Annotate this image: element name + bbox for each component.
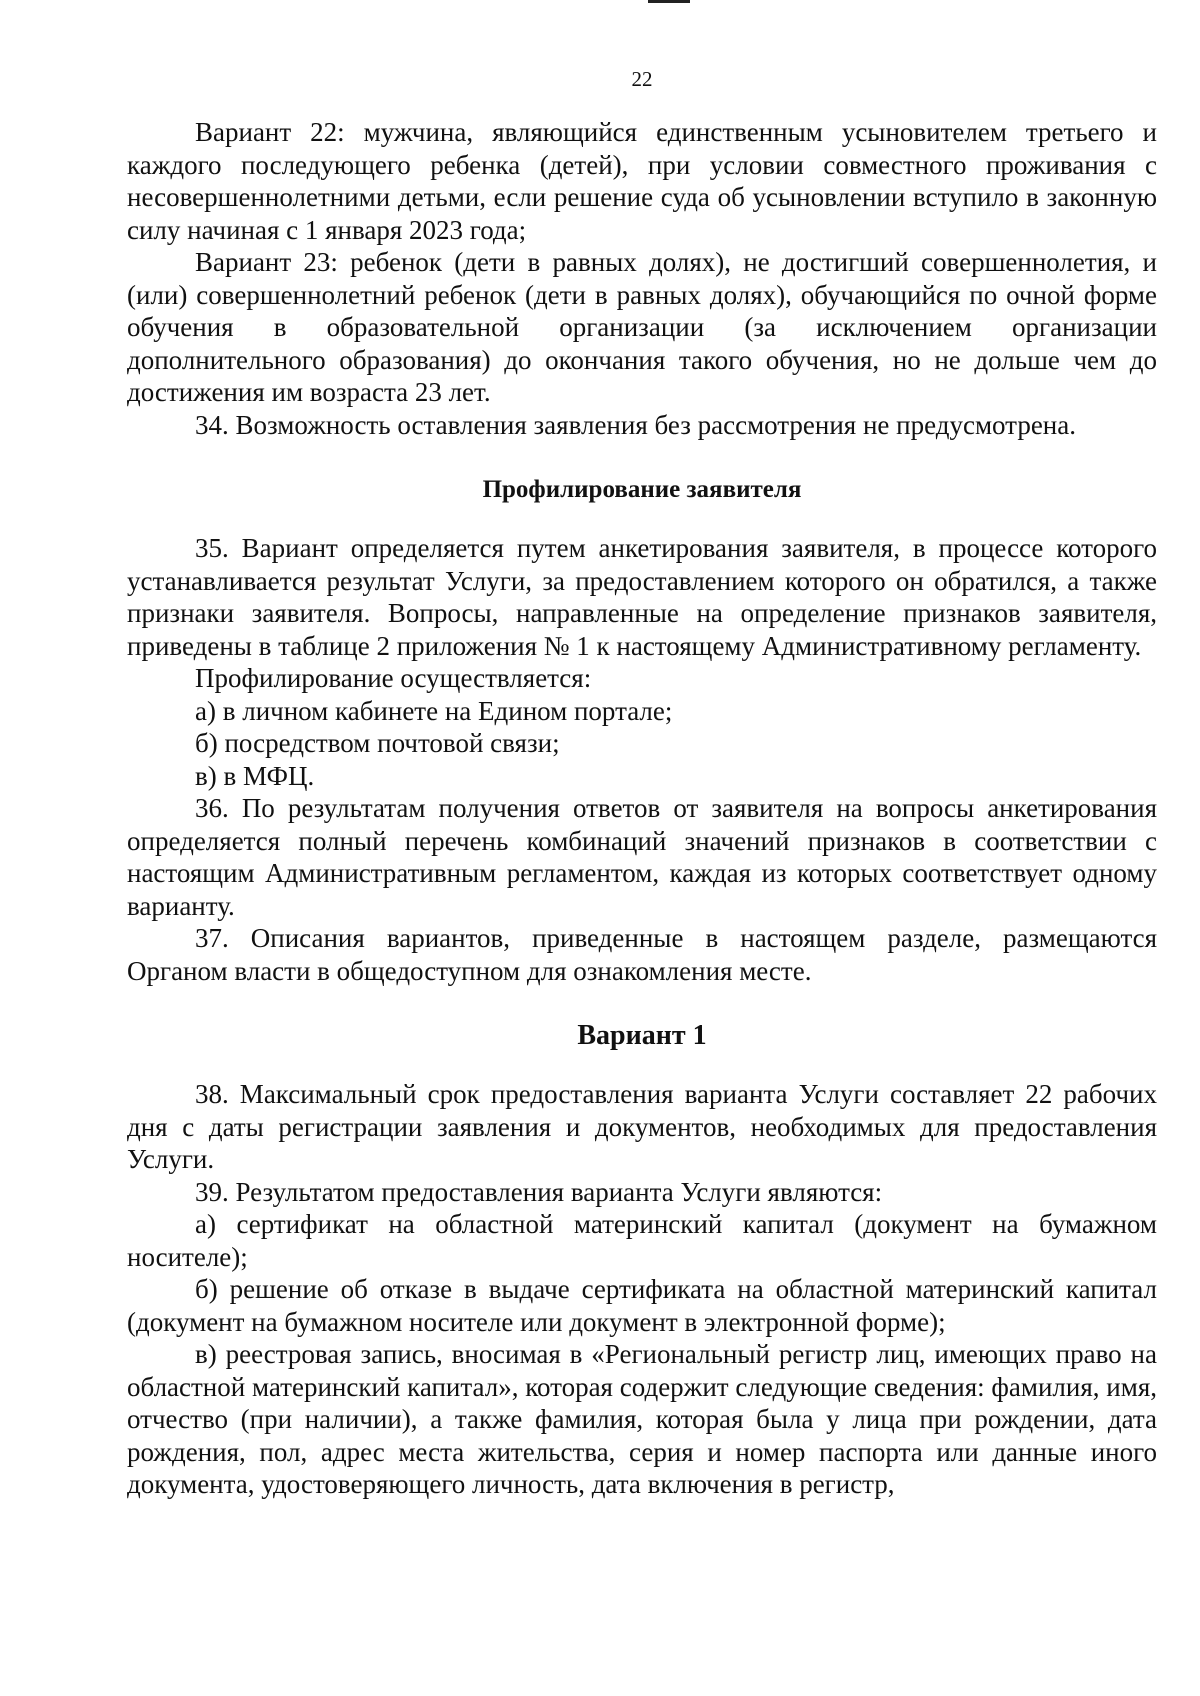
list-item-v: в) в МФЦ. — [195, 760, 315, 791]
section-heading-variant-1: Вариант 1 — [577, 1020, 707, 1051]
paragraph-39: 39. Результатом предоставления варианта Услуги являются: — [195, 1176, 883, 1207]
page-number: 22 — [631, 67, 653, 91]
paragraph-36: 36. По результатам получения ответов от заявителя на вопросы анкетирования определяется полный перечень комбинаций значений признаков в соответствии с настоящим Административным регламентом, каждая из которых соответствует одному варианту. — [127, 793, 1157, 921]
paragraph-34: 34. Возможность оставления заявления без рассмотрения не предусмотрена. — [195, 409, 1076, 440]
result-item-b: б) решение об отказе в выдаче сертификата на областной материнский капитал (документ на бумажном носителе или документ в электронной форме); — [127, 1274, 1157, 1337]
paragraph-38: 38. Максимальный срок предоставления варианта Услуги составляет 22 рабочих дня с даты регистрации заявления и документов, необходимых для предоставления Услуги. — [127, 1079, 1157, 1174]
result-item-a: а) сертификат на областной материнский капитал (документ на бумажном носителе); — [127, 1209, 1157, 1272]
paragraph-profiling-intro: Профилирование осуществляется: — [195, 663, 592, 693]
paragraph-37: 37. Описания вариантов, приведенные в настоящем разделе, размещаются Органом власти в общедоступном для ознакомления месте. — [127, 923, 1157, 986]
result-item-v: в) реестровая запись, вносимая в «Региональный регистр лиц, имеющих право на областной материнский капитал», которая содержит следующие сведения: фамилия, имя, отчество (при наличии), а также фамилия, которая была у лица при рождении, дата рождения, пол, адрес места жительства, серия и номер паспорта или данные иного документа, удостоверяющего личность, дата включения в регистр, — [127, 1339, 1157, 1499]
paragraph-35: 35. Вариант определяется путем анкетирования заявителя, в процессе которого устанавливается результат Услуги, за предоставлением которого он обратился, а также признаки заявителя. Вопросы, направленные на определение признаков заявителя, приведены в таблице 2 приложения № 1 к настоящему Административному регламенту. — [127, 533, 1157, 661]
paragraph-variant-23: Вариант 23: ребенок (дети в равных долях), не достигший совершеннолетия, и (или) совершеннолетний ребенок (дети в равных долях), обучающийся по очной форме обучения в образовательной организации (за исключением организации дополнительного образования) до окончания такого обучения, но не дольше чем до достижения им возраста 23 лет. — [127, 247, 1157, 407]
document-page — [127, 64, 1157, 1501]
list-item-b: б) посредством почтовой связи; — [195, 728, 560, 758]
list-item-a: а) в личном кабинете на Едином портале; — [195, 695, 673, 726]
section-heading-profiling: Профилирование заявителя — [482, 476, 802, 503]
top-edge-mark — [648, 0, 690, 3]
paragraph-variant-22: Вариант 22: мужчина, являющийся единственным усыновителем третьего и каждого последующего ребенка (детей), при условии совместного проживания с несовершеннолетними детьми, если решение суда об усыновлении вступило в законную силу начиная с 1 января 2023 года; — [127, 117, 1157, 245]
